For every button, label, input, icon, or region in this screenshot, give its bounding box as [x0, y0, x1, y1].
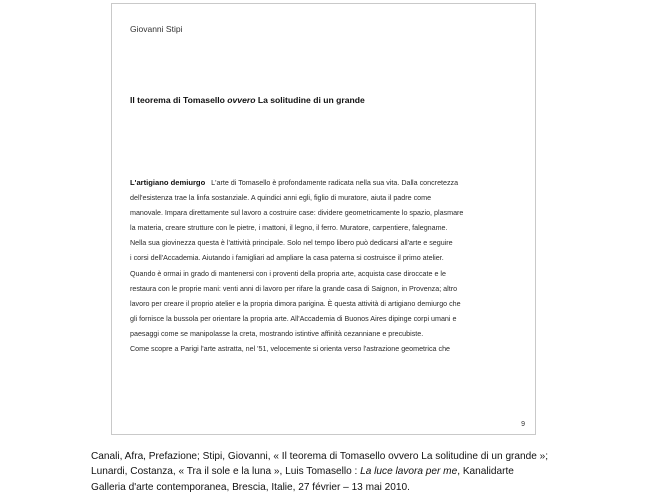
text-line: Come scopre a Parigi l'arte astratta, nel '51, velocemente si orienta verso l'astrazione geometrica che: [130, 345, 451, 354]
text-line: dell'esistenza trae la linfa sostanziale. A quindici anni egli, figlio di muratore, aiuta il padre come: [130, 194, 432, 203]
text-line-content: L'arte di Tomasello è profondamente radicata nella sua vita. Dalla concretezza: [211, 179, 459, 187]
chapter-title-part-1: Il teorema di Tomasello: [130, 95, 228, 105]
chapter-title: [130, 95, 525, 105]
body-text: [130, 175, 525, 357]
caption-line-1: Canali, Afra, Prefazione; Stipi, Giovanni, « Il teorema di Tomasello ovvero La solitudine di un grande »;: [91, 451, 549, 462]
text-line: paesaggi come se manipolasse la creta, mostrando istintive affinità cezanniane e precubiste.: [130, 329, 424, 338]
text-line: manovale. Impara direttamente sul lavoro a costruire case: dividere geometricamente lo spazio, plasmare: [130, 209, 464, 218]
caption-line-3: Galleria d'arte contemporanea, Brescia, Italie, 27 février – 13 mai 2010.: [91, 481, 410, 493]
text-line: i corsi dell'Accademia. Aiutando i famigliari ad ampliare la casa paterna si costruisce il primo atelier.: [130, 254, 444, 263]
chapter-title-part-2: La solitudine di un grande: [255, 95, 365, 105]
text-line: Nella sua giovinezza questa è l'attività principale. Solo nel tempo libero può dedicarsi all'arte e seguire: [130, 239, 453, 248]
text-line: Quando è ormai in grado di mantenersi con i proventi della propria arte, acquista case diroccate e le: [130, 269, 446, 278]
text-line: lavoro per creare il proprio atelier e la propria dimora parigina. È questa attività di artigiano demiurgo che: [130, 299, 461, 308]
text-line: restaura con le proprie mani: venti anni di lavoro per rifare la grande casa di Saignon, in Provenza; altro: [130, 284, 458, 293]
chapter-title-italic: ovvero: [227, 95, 256, 105]
running-head: Giovanni Stipi: [130, 24, 183, 34]
page-number: 9: [521, 421, 525, 428]
text-line: la materia, creare strutture con le pietre, i mattoni, il legno, il ferro. Muratore, carpentiere, falegname.: [130, 224, 448, 233]
scanned-book-page: [111, 3, 536, 435]
text-line: gli fornisce la bussola per orientare la propria arte. All'Accademia di Buonos Aires dipinge corpi umani e: [130, 314, 457, 323]
caption-line-2-part-1: Lunardi, Costanza, « Tra il sole e la luna », Luis Tomasello :: [91, 466, 361, 478]
bibliographic-caption: [91, 449, 631, 495]
section-heading: L'artigiano demiurgo: [130, 178, 206, 187]
caption-line-2: [91, 464, 631, 479]
caption-line-2-part-2: , Kanalidarte: [457, 466, 514, 478]
text-line: [130, 175, 525, 191]
caption-book-title: La luce lavora per me: [360, 466, 458, 478]
